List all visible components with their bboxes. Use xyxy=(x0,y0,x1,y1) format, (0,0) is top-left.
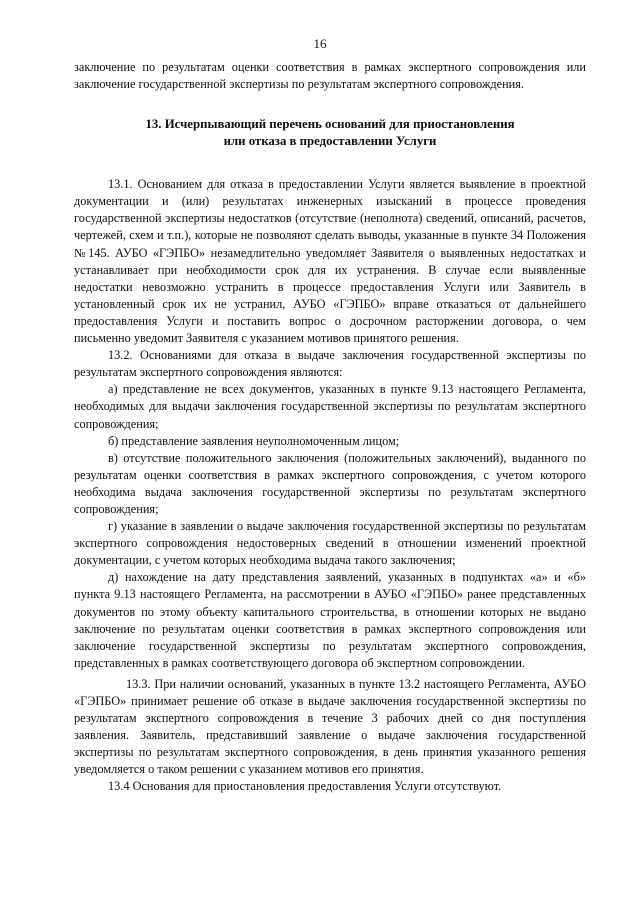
list-item-a: а) представление не всех документов, указанных в пункте 9.13 настоящего Регламента, необходимых для выдачи заключения государственной экспертизы по результатам экспертного сопровождения; xyxy=(74,382,586,431)
list-item-b: б) представление заявления неуполномоченным лицом; xyxy=(108,433,400,448)
list-item-g: г) указание в заявлении о выдаче заключения государственной экспертизы по результатам экспертного сопровождения недостоверных сведений в отношении изменений проектной документации, с учетом которых необходима выдача такого заключения; xyxy=(74,519,586,568)
paragraph-13-4: 13.4 Основания для приостановления предоставления Услуги отсутствуют. xyxy=(108,779,502,794)
paragraph-13-3: 13.3. При наличии оснований, указанных в пункте 13.2 настоящего Регламента, АУБО «ГЭПБО» принимает решение об отказе в выдаче заключения государственной экспертизы по результатам экспертного сопровождения в течение 3 рабочих дней со дня поступления заявления. Заявитель, представивший заявление о выдаче заключения государственной экспертизы по результатам экспертного сопровождения, в день принятия указанного решения уведомляется о таком решении с указанием мотивов его принятия. xyxy=(74,676,586,777)
page-content xyxy=(74,59,586,796)
section-heading-line-2: или отказа в предоставлении Услуги xyxy=(223,134,437,149)
paragraph-13-1: 13.1. Основанием для отказа в предоставлении Услуги является выявление в проектной документации и (или) результатах инженерных изысканий в процессе проведения государственной экспертизы недостатков (отсутствие (неполнота) сведений, описаний, расчетов, чертежей, схем и т.п.), которые не позволяют сделать выводы, указанные в пункте 34 Положения №145. АУБО «ГЭПБО» незамедлительно уведомляет Заявителя о выявленных недостатках и устанавливает при необходимости срок для их устранения. В случае если выявленные недостатки невозможно устранить в процессе предоставления Услуги или Заявитель в установленный срок их не устранил, АУБО «ГЭПБО» вправе отказаться от дальнейшего предоставления Услуги и поставить вопрос о досрочном расторжении договора, о чем письменно уведомит Заявителя с указанием мотивов принятого решения. xyxy=(74,177,586,346)
paragraph-13-2: 13.2. Основаниями для отказа в выдаче заключения государственной экспертизы по результатам экспертного сопровождения являются: xyxy=(74,348,586,380)
page-number: 16 xyxy=(313,36,327,51)
intro-paragraph: заключение по результатам оценки соответствия в рамках экспертного сопровождения или заключение государственной экспертизы по результатам экспертного сопровождения. xyxy=(74,60,586,92)
list-item-v: в) отсутствие положительного заключения (положительных заключений), выданного по результатам оценки соответствия в рамках экспертного сопровождения, с учетом которого необходима выдача заключения государственной экспертизы по результатам экспертного сопровождения; xyxy=(74,450,586,516)
section-heading xyxy=(74,116,586,150)
list-item-d: д) нахождение на дату представления заявлений, указанных в подпунктах «а» и «б» пункта 9.13 настоящего Регламента, на рассмотрении в АУБО «ГЭПБО» ранее представленных документов по этому объекту капитального строительства, в отношении которых не выдано заключение по результатам оценки соответствия в рамках экспертного сопровождения или заключение государственной экспертизы по результатам экспертного сопровождения, представленных в рамках соответствующего договора об экспертном сопровождении. xyxy=(74,570,586,670)
section-heading-line-1: 13. Исчерпывающий перечень оснований для приостановления xyxy=(145,117,515,132)
